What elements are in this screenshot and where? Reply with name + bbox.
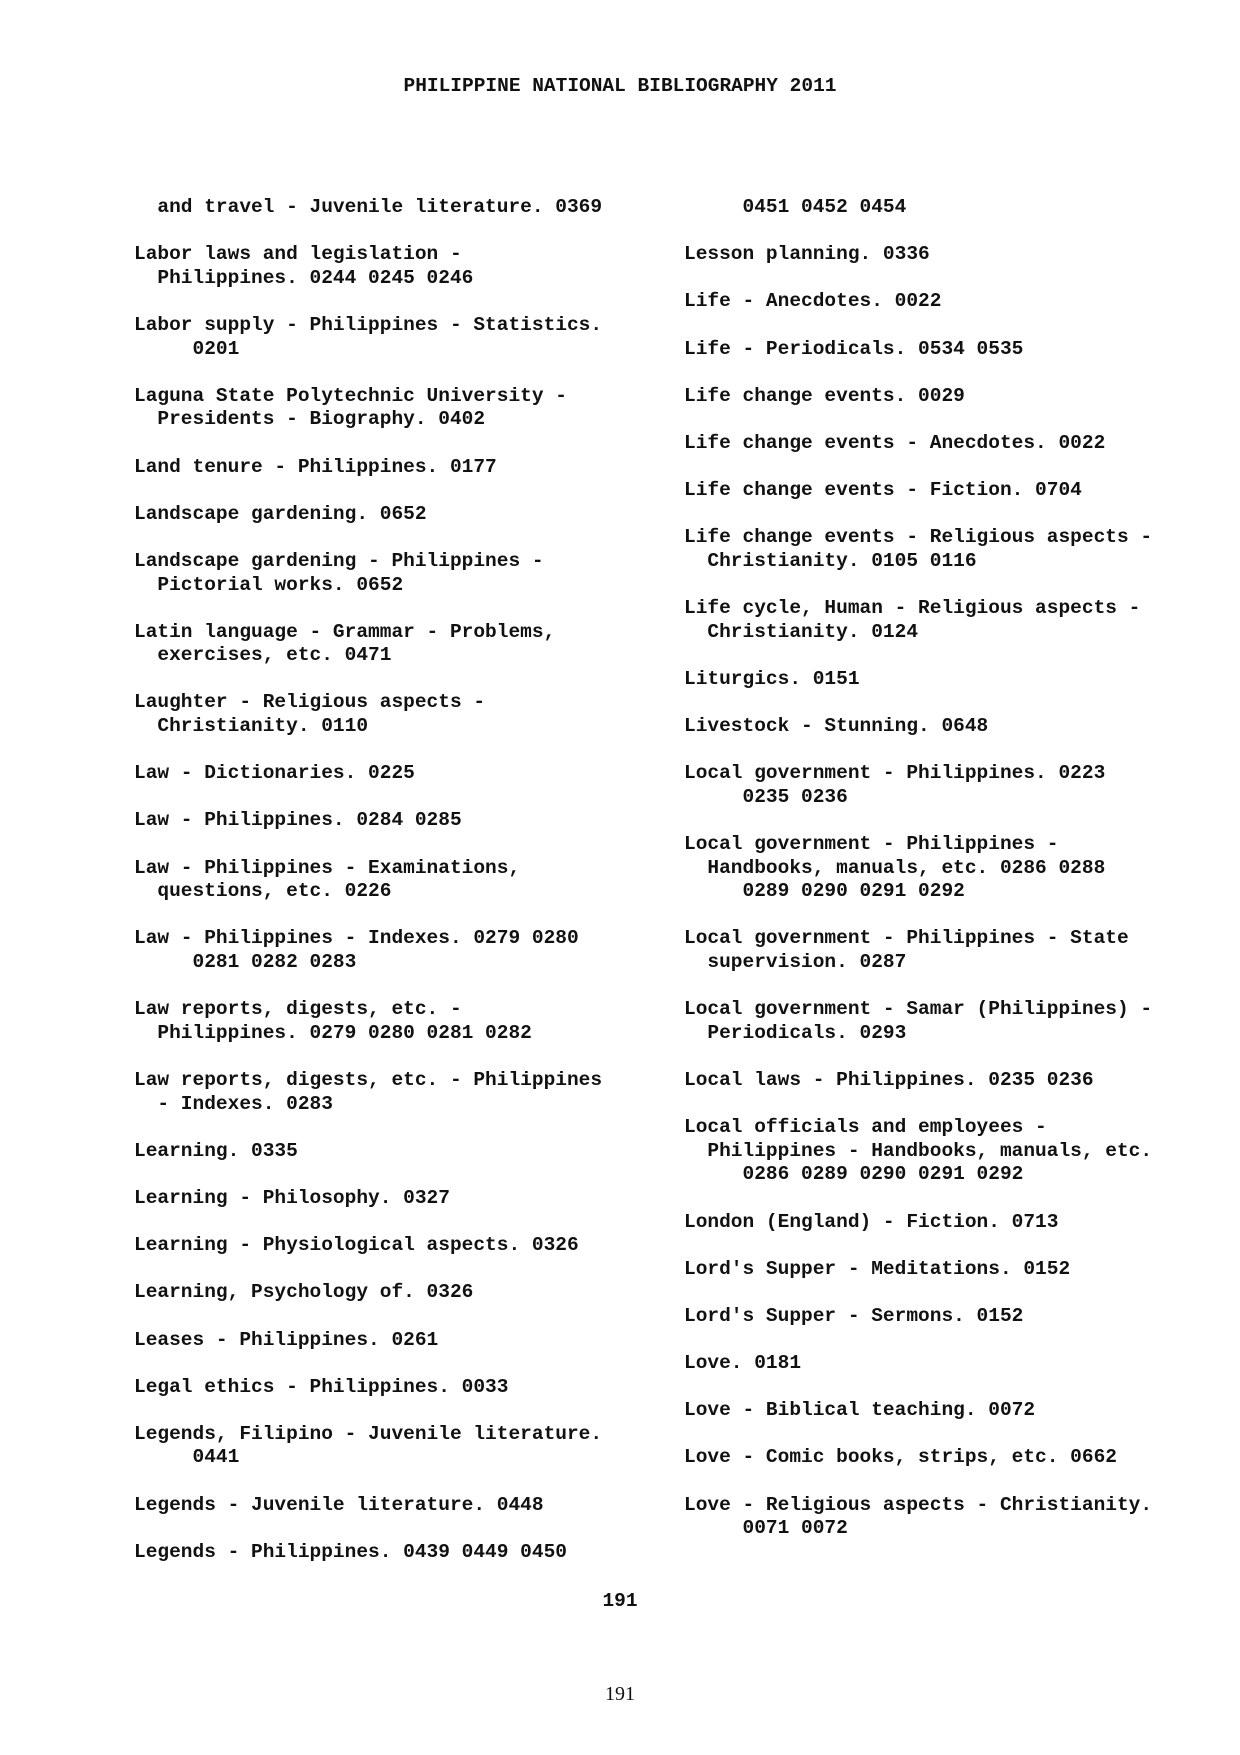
index-entry [684,762,1204,809]
index-entry-line: Philippines. 0279 0280 0281 0282 [134,1021,532,1044]
index-entry [684,1258,1204,1282]
index-entry-line: Local officials and employees - [684,1116,1047,1139]
index-entry-line: Labor supply - Philippines - Statistics. [134,313,603,336]
index-entry-line: Life - Anecdotes. 0022 [684,290,942,313]
index-entry [134,1494,644,1518]
index-entry [684,715,1204,739]
index-entry-line: - Indexes. 0283 [134,1092,333,1115]
index-entry-line: Learning. 0335 [134,1139,298,1162]
index-entry-line: Liturgics. 0151 [684,667,860,690]
index-entry [684,1116,1204,1187]
index-entry-line: Local government - Samar (Philippines) - [684,998,1153,1021]
index-entry [134,691,644,738]
index-entry [684,1211,1204,1235]
index-entry-line: Learning - Physiological aspects. 0326 [134,1234,579,1257]
index-entry-line: Philippines. 0244 0245 0246 [134,266,474,289]
index-entry-line: 0281 0282 0283 [134,951,357,973]
index-entry-line: Learning, Psychology of. 0326 [134,1281,474,1304]
index-entry [134,1423,644,1470]
index-entry [684,1352,1204,1376]
index-entry [134,456,644,480]
index-entry [134,314,644,361]
index-entry-line: Law - Philippines. 0284 0285 [134,809,462,832]
index-entry-line: 0201 [134,337,240,360]
index-entry [684,1494,1204,1541]
index-entry-line: Local government - Philippines - [684,833,1059,856]
running-header: PHILIPPINE NATIONAL BIBLIOGRAPHY 2011 [403,75,837,97]
index-entry-line: Life change events - Religious aspects - [684,526,1153,549]
index-entry [684,668,1204,692]
index-entry-line: Christianity. 0124 [684,620,919,643]
folio-number: 191 [605,1683,635,1705]
index-entry [684,1305,1204,1329]
index-entry-line: Livestock - Stunning. 0648 [684,715,989,738]
index-entry-line: Christianity. 0105 0116 [684,549,977,572]
index-entry-line: Presidents - Biography. 0402 [134,408,486,431]
index-entry [684,526,1204,573]
index-entry-line: Philippines - Handbooks, manuals, etc. [684,1139,1153,1162]
index-entry [134,1376,644,1400]
index-entry [134,762,644,786]
index-entry [134,1281,644,1305]
index-entry-line: Latin language - Grammar - Problems, [134,620,556,643]
index-entry-line: Legal ethics - Philippines. 0033 [134,1375,509,1398]
index-entry-line: Love. 0181 [684,1352,802,1375]
index-entry [134,857,644,904]
index-entry [134,503,644,527]
index-entry [684,1446,1204,1470]
index-entry-line: exercises, etc. 0471 [134,644,392,667]
index-entry-line: 0289 0290 0291 0292 [684,880,965,903]
index-entry-line: and travel - Juvenile literature. 0369 [134,196,603,218]
index-entry-line: Legends - Juvenile literature. 0448 [134,1493,544,1516]
index-entry-line: Law reports, digests, etc. - Philippines [134,1068,603,1091]
index-entry-line: questions, etc. 0226 [134,880,392,903]
index-entry [134,196,644,220]
index-entry [684,338,1204,362]
page-number: 191 [602,1590,638,1612]
index-column-right [684,196,1204,1564]
index-entry-line: Legends, Filipino - Juvenile literature. [134,1422,603,1445]
index-entry-line: 0071 0072 [684,1517,848,1540]
index-entry-line: Life cycle, Human - Religious aspects - [684,597,1141,620]
index-entry [134,1069,644,1116]
index-entry [134,621,644,668]
index-entry-line: Life change events - Fiction. 0704 [684,479,1082,502]
index-entry [134,243,644,290]
index-column-left [134,196,644,1588]
index-entry-line: 0235 0236 [684,785,848,808]
index-entry-line: Landscape gardening - Philippines - [134,549,544,572]
index-entry-line: Landscape gardening. 0652 [134,502,427,525]
index-entry-line: Life - Periodicals. 0534 0535 [684,337,1024,360]
index-entry-line: supervision. 0287 [684,951,907,973]
index-entry-line: Local government - Philippines - State [684,927,1129,950]
index-entry-line: 0286 0289 0290 0291 0292 [684,1163,1024,1186]
index-entry-line: Legends - Philippines. 0439 0449 0450 [134,1540,567,1563]
index-entry [684,196,1204,220]
index-entry-line: Local laws - Philippines. 0235 0236 [684,1068,1094,1091]
index-entry [684,998,1204,1045]
index-entry-line: Leases - Philippines. 0261 [134,1328,439,1351]
index-entry-line: Local government - Philippines. 0223 [684,762,1106,785]
index-entry [134,1329,644,1353]
index-entry-line: 0441 [134,1446,240,1469]
index-entry-line: Lord's Supper - Sermons. 0152 [684,1304,1024,1327]
index-entry [134,998,644,1045]
index-entry-line: Law - Philippines - Indexes. 0279 0280 [134,927,579,950]
index-entry [684,385,1204,409]
index-entry-line: Lesson planning. 0336 [684,243,930,266]
index-entry-line: Law - Philippines - Examinations, [134,856,521,879]
index-entry-line: Love - Biblical teaching. 0072 [684,1399,1036,1422]
index-entry-line: Law - Dictionaries. 0225 [134,762,415,785]
index-entry-line: Life change events. 0029 [684,384,965,407]
index-entry-line: Law reports, digests, etc. - [134,998,462,1021]
index-entry-line: Land tenure - Philippines. 0177 [134,455,497,478]
index-entry-line: Periodicals. 0293 [684,1021,907,1044]
index-entry [134,385,644,432]
index-entry [684,833,1204,904]
index-entry-line: Laguna State Polytechnic University - [134,384,567,407]
index-entry [684,290,1204,314]
index-entry [134,1187,644,1211]
index-entry [134,1541,644,1565]
index-entry [684,1399,1204,1423]
index-entry [684,432,1204,456]
index-entry-line: Love - Comic books, strips, etc. 0662 [684,1446,1117,1469]
index-entry-line: Love - Religious aspects - Christianity. [684,1493,1153,1516]
index-entry-line: Handbooks, manuals, etc. 0286 0288 [684,856,1106,879]
index-entry-line: Life change events - Anecdotes. 0022 [684,431,1106,454]
index-entry [134,927,644,974]
index-entry [684,1069,1204,1093]
index-entry-line: Pictorial works. 0652 [134,573,404,596]
index-entry-line: Labor laws and legislation - [134,243,462,266]
index-entry [684,243,1204,267]
index-entry [684,927,1204,974]
index-entry-line: London (England) - Fiction. 0713 [684,1210,1059,1233]
index-entry [684,597,1204,644]
index-entry-line: 0451 0452 0454 [684,196,907,218]
index-entry-line: Laughter - Religious aspects - [134,691,486,714]
index-entry-line: Christianity. 0110 [134,715,369,738]
index-entry [134,1234,644,1258]
index-entry [134,1140,644,1164]
index-entry-line: Lord's Supper - Meditations. 0152 [684,1257,1071,1280]
index-entry [134,550,644,597]
index-entry-line: Learning - Philosophy. 0327 [134,1186,450,1209]
index-entry [684,479,1204,503]
index-entry [134,809,644,833]
